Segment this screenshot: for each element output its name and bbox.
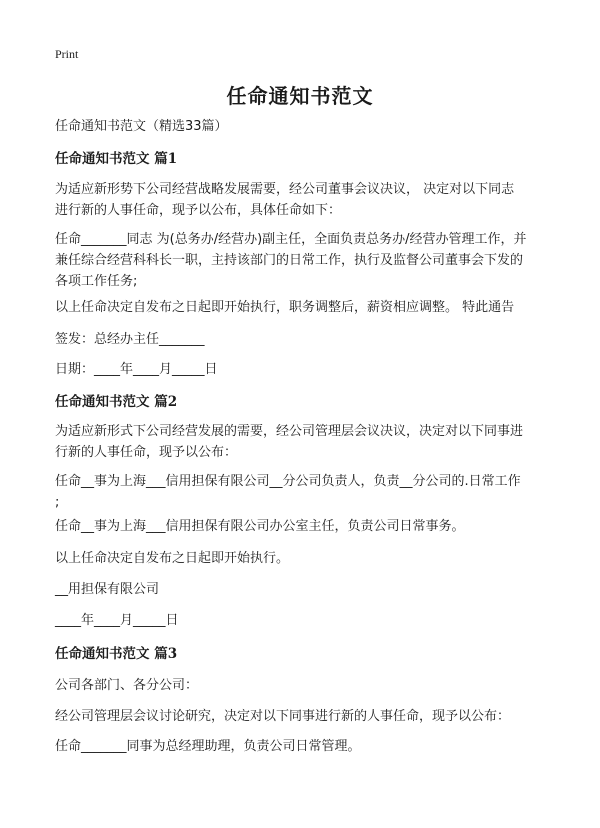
paragraph-line: 进行新的人事任命，现予以公布，具体任命如下： [55,203,342,218]
paragraph-line: 兼任综合经营科科长一职，主持该部门的日常工作，执行及监督公司董事会下发的 [55,253,524,268]
paragraph-line: ; [55,495,60,510]
section-heading-2: 任命通知书范文 篇2 [55,394,178,410]
paragraph-line: 为适应新形势下公司经营战略发展需要，经公司董事会议决议， 决定对以下同志 [55,182,515,197]
paragraph-line: 公司各部门、各分公司： [55,678,199,693]
page-title: 任命通知书范文 [226,84,374,108]
date-line: ____年____月_____日 [55,613,179,628]
paragraph-line: 经公司管理层会议讨论研究，决定对以下同事进行新的人事任命，现予以公布： [55,709,511,724]
section-heading-3: 任命通知书范文 篇3 [55,646,178,662]
print-link[interactable]: Print [55,47,79,61]
paragraph-line: 以上任命决定自发布之日起即开始执行。 [55,551,290,566]
paragraph-line: 任命__事为上海___信用担保有限公司办公室主任，负责公司日常事务。 [55,519,465,534]
section-heading-1: 任命通知书范文 篇1 [55,151,178,167]
date-line: 日期：____年____月_____日 [55,362,218,377]
document-subtitle: 任命通知书范文（精选33篇） [55,119,228,134]
signature-line: 签发：总经办主任_______ [55,332,205,347]
paragraph-line: 为适应新形式下公司经营发展的需要，经公司管理层会议决议，决定对以下同事进 [55,424,524,439]
paragraph-line: 任命_______同志 为(总务办/经营办)副主任，全面负责总务办/经营办管理工作，并 [55,232,527,247]
paragraph-line: 各项工作任务; [55,274,138,289]
paragraph-line: 任命_______同事为总经理助理，负责公司日常管理。 [55,739,361,754]
paragraph-line: 行新的人事任命，现予以公布： [55,445,238,460]
company-line: __用担保有限公司 [55,582,160,597]
paragraph-line: 以上任命决定自发布之日起即开始执行，职务调整后，薪资相应调整。 特此通告 [55,300,515,315]
paragraph-line: 任命__事为上海___信用担保有限公司__分公司负责人，负责__分公司的.日常工作 [55,474,521,489]
